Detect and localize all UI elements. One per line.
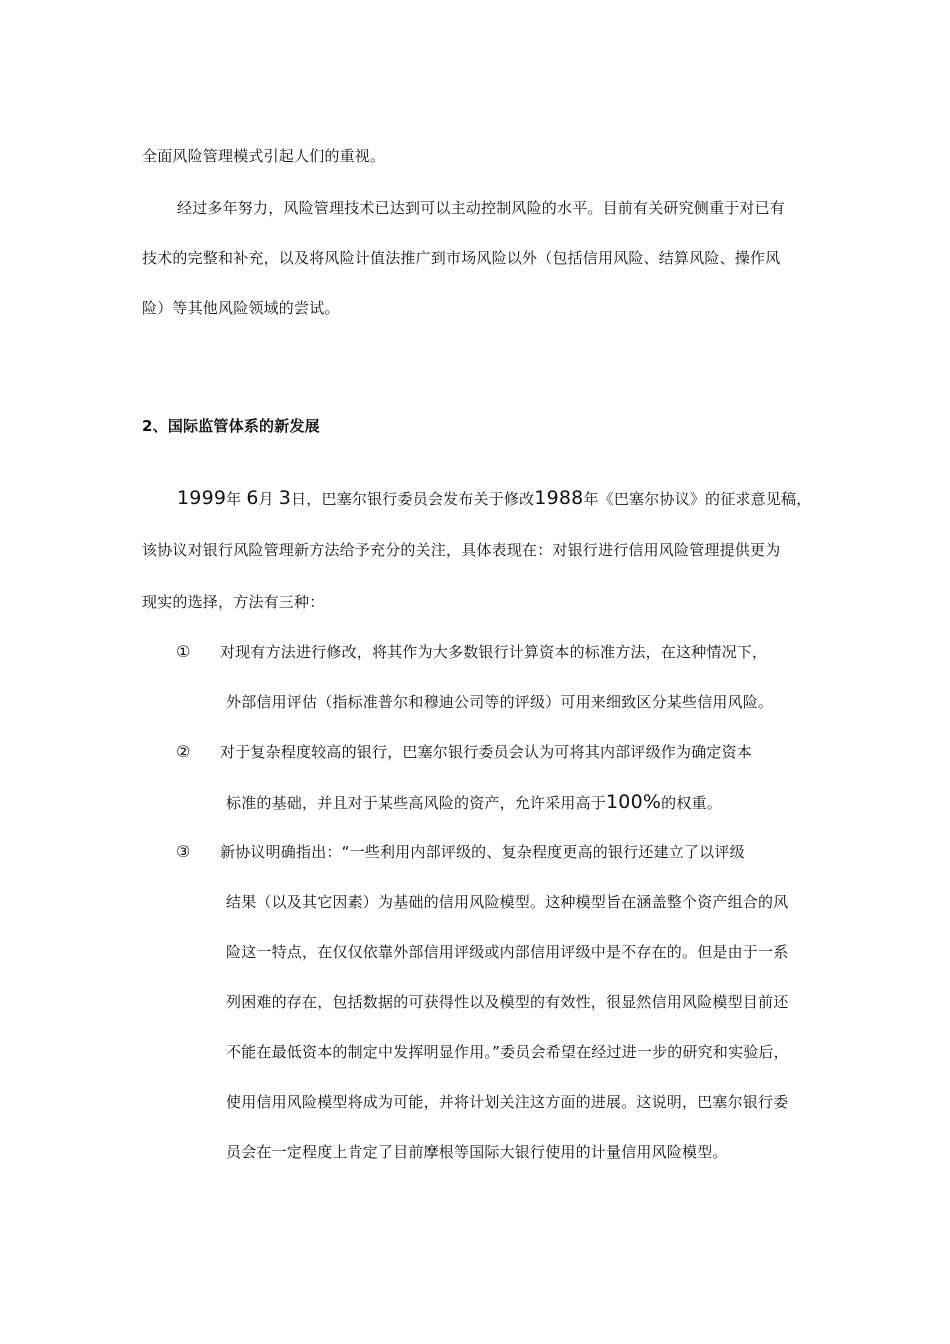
list-item-line: 新协议明确指出：“一些利用内部评级的、复杂程度更高的银行还建立了以评级: [220, 843, 745, 861]
paragraph-line: 经过多年努力，风险管理技术已达到可以主动控制风险的水平。目前有关研究侧重于对已有: [177, 199, 786, 217]
list-item-line: 结果（以及其它因素）为基础的信用风险模型。这种模型旨在涵盖整个资产组合的风: [226, 893, 789, 911]
text-fragment: 日，巴塞尔银行委员会发布关于修改: [291, 490, 535, 508]
text-fragment: 标准的基础，并且对于某些高风险的资产，允许采用高于: [226, 794, 607, 812]
list-marker: ③: [176, 842, 191, 861]
paragraph-line: 技术的完整和补充，以及将风险计值法推广到市场风险以外（包括信用风险、结算风险、操作风: [142, 249, 781, 267]
year-number: 1999: [177, 487, 227, 509]
paragraph-line: [177, 488, 811, 509]
list-item-line: 外部信用评估（指标准普尔和穆迪公司等的评级）可用来细致区分某些信用风险。: [226, 693, 774, 711]
paragraph-line: 该协议对银行风险管理新方法给予充分的关注，具体表现在：对银行进行信用风险管理提供更为: [142, 541, 781, 559]
year-number: 1988: [534, 487, 584, 509]
paragraph-line: 全面风险管理模式引起人们的重视。: [142, 147, 386, 165]
list-item-line: 对现有方法进行修改，将其作为大多数银行计算资本的标准方法，在这种情况下，: [220, 643, 768, 661]
text-fragment: 年: [226, 490, 242, 508]
section-heading: 2、国际监管体系的新发展: [142, 417, 320, 435]
list-item-line: 险这一特点，在仅仅依靠外部信用评级或内部信用评级中是不存在的。但是由于一系: [226, 943, 789, 961]
list-item-line: 不能在最低资本的制定中发挥明显作用。”委员会希望在经过进一步的研究和实验后，: [226, 1043, 789, 1061]
month-number: 6: [246, 487, 259, 509]
text-fragment: 的权重。: [661, 794, 722, 812]
paragraph-line: 现实的选择，方法有三种：: [142, 593, 325, 611]
text-fragment: 年《巴塞尔协议》的征求意见稿，: [583, 490, 812, 508]
list-item-line: 列困难的存在，包括数据的可获得性以及模型的有效性，很显然信用风险模型目前还: [226, 993, 789, 1011]
list-marker: ①: [176, 642, 191, 661]
list-item-line: 使用信用风险模型将成为可能，并将计划关注这方面的进展。这说明，巴塞尔银行委: [226, 1093, 789, 1111]
list-item-line: 对于复杂程度较高的银行，巴塞尔银行委员会认为可将其内部评级作为确定资本: [220, 743, 753, 761]
list-marker: ②: [176, 742, 191, 761]
day-number: 3: [278, 487, 292, 509]
text-fragment: 月: [258, 490, 274, 508]
list-item-line: [226, 792, 722, 813]
list-item-line: 员会在一定程度上肯定了目前摩根等国际大银行使用的计量信用风险模型。: [226, 1143, 728, 1161]
percent-value: 100%: [606, 791, 662, 813]
paragraph-line: 险）等其他风险领域的尝试。: [142, 299, 340, 317]
